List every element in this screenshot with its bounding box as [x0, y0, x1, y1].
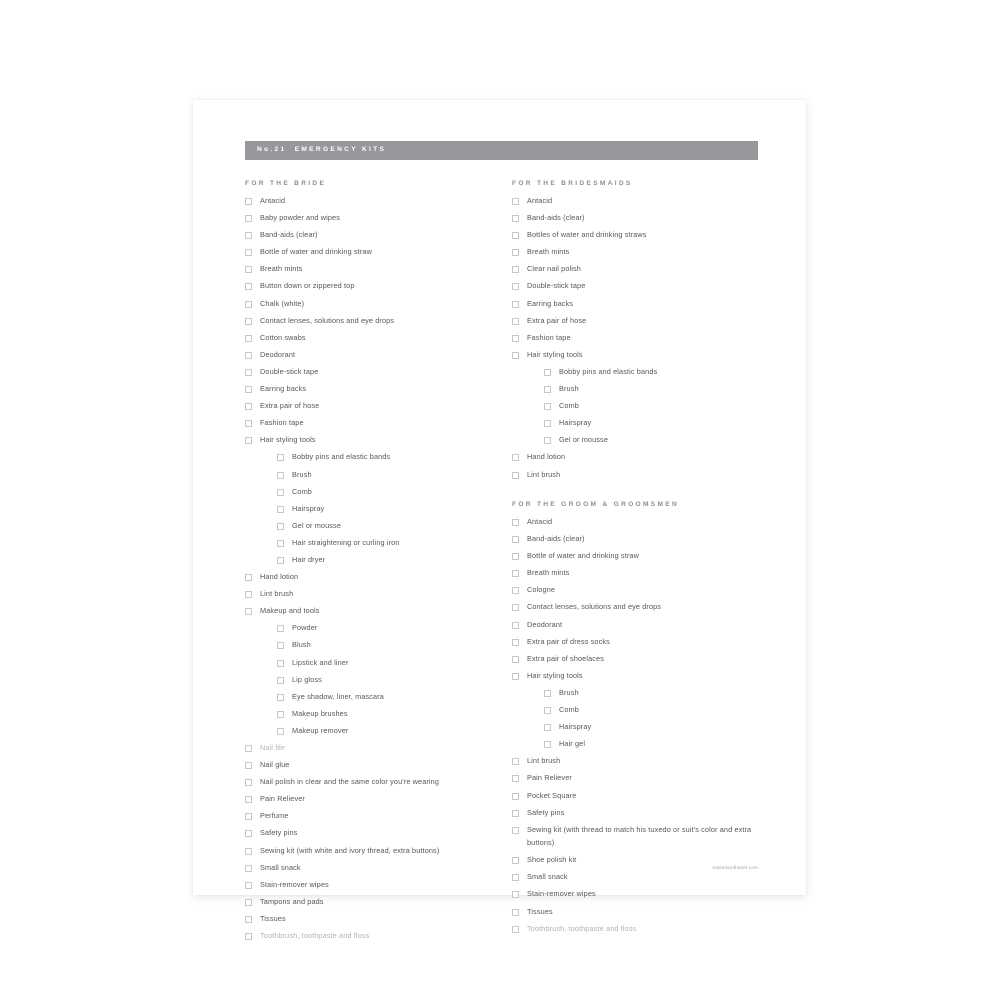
checklist-row[interactable]: [512, 300, 777, 311]
checkbox-icon[interactable]: [544, 386, 551, 393]
checkbox-icon[interactable]: [277, 472, 284, 479]
checkbox-icon[interactable]: [512, 604, 519, 611]
checklist-item-label: Chalk (white): [260, 298, 305, 308]
checklist-item-label: Bottle of water and drinking straw: [260, 247, 372, 257]
checkbox-icon[interactable]: [544, 437, 551, 444]
checklist-item-label: Double-stick tape: [260, 366, 319, 376]
checkbox-icon[interactable]: [512, 266, 519, 273]
checkbox-icon[interactable]: [245, 386, 252, 393]
checkbox-icon[interactable]: [512, 587, 519, 594]
checklist-item-label: Hair gel: [559, 739, 586, 749]
checkbox-icon[interactable]: [512, 215, 519, 222]
checkbox-icon[interactable]: [512, 198, 519, 205]
checkbox-icon[interactable]: [245, 266, 252, 273]
checklist-item-label: Lint brush: [527, 469, 561, 479]
checkbox-icon[interactable]: [512, 775, 519, 782]
checklist-row[interactable]: [512, 890, 777, 901]
checklist-item-label: Shoe polish kit: [527, 855, 577, 865]
checkbox-icon[interactable]: [245, 933, 252, 940]
checklist-row[interactable]: [245, 932, 510, 943]
checkbox-icon[interactable]: [245, 608, 252, 615]
checklist-item-label: Brush: [292, 469, 312, 479]
checklist-row[interactable]: [512, 826, 777, 850]
checklist-row[interactable]: [245, 522, 510, 533]
checklist-row[interactable]: [245, 248, 510, 259]
checklist-row[interactable]: [245, 419, 510, 430]
checklist-row[interactable]: [512, 655, 777, 666]
checklist-item-label: Comb: [559, 401, 579, 411]
checklist-row[interactable]: [512, 774, 777, 785]
checklist-row[interactable]: [245, 812, 510, 823]
checkbox-icon[interactable]: [277, 711, 284, 718]
document-title-bar: [245, 141, 758, 160]
checklist-row[interactable]: [245, 402, 510, 413]
checkbox-icon[interactable]: [512, 519, 519, 526]
checklist-item-label: Cotton swabs: [260, 332, 306, 342]
checklist-row[interactable]: [512, 453, 777, 464]
checkbox-icon[interactable]: [512, 758, 519, 765]
section-title-bride: FOR THE BRIDE: [245, 180, 327, 187]
checklist-row[interactable]: [512, 248, 777, 259]
checklist-row[interactable]: [245, 488, 510, 499]
checklist-item-label: Cologne: [527, 585, 556, 595]
checklist-item-label: Powder: [292, 623, 318, 633]
checklist-section-bride: [245, 180, 510, 943]
checklist-item-label: Pain Reliever: [527, 773, 572, 783]
checklist-row[interactable]: [512, 214, 777, 225]
checklist-item-label: Tissues: [260, 913, 286, 923]
checklist-row[interactable]: [512, 368, 777, 379]
checkbox-icon[interactable]: [512, 352, 519, 359]
checklist-row[interactable]: [245, 710, 510, 721]
checkbox-icon[interactable]: [512, 536, 519, 543]
checklist-item-label: Deodorant: [260, 349, 296, 359]
checklist-item-label: Extra pair of hose: [260, 401, 320, 411]
checklist-item-label: Small snack: [527, 872, 568, 882]
checkbox-icon[interactable]: [277, 677, 284, 684]
checklist-sheet: [193, 100, 806, 941]
checklist-row[interactable]: [245, 282, 510, 293]
checkbox-icon[interactable]: [544, 369, 551, 376]
checklist-item-label: Breath mints: [527, 247, 570, 257]
checklist-row[interactable]: [245, 641, 510, 652]
checklist-row[interactable]: [512, 569, 777, 580]
checkbox-icon[interactable]: [277, 660, 284, 667]
checkbox-icon[interactable]: [512, 926, 519, 933]
checklist-item-label: Hairspray: [559, 418, 592, 428]
checklist-item-label: Extra pair of hose: [527, 315, 587, 325]
checkbox-icon[interactable]: [512, 909, 519, 916]
checklist-row[interactable]: [245, 505, 510, 516]
checkbox-icon[interactable]: [512, 891, 519, 898]
checklist-row[interactable]: [245, 847, 510, 858]
checklist-item-label: Makeup and tools: [260, 606, 320, 616]
checkbox-icon[interactable]: [245, 335, 252, 342]
checkbox-icon[interactable]: [512, 827, 519, 834]
checklist-item-label: Extra pair of shoelaces: [527, 653, 604, 663]
checkbox-icon[interactable]: [277, 642, 284, 649]
checklist-row[interactable]: [245, 607, 510, 618]
checklist-row[interactable]: [245, 693, 510, 704]
section-title-groom: FOR THE GROOM & GROOMSMEN: [512, 501, 680, 508]
checklist-row[interactable]: [512, 518, 777, 529]
checklist-item-label: Hair styling tools: [527, 349, 583, 359]
checklist-item-label: Bobby pins and elastic bands: [292, 452, 391, 462]
checkbox-icon[interactable]: [277, 728, 284, 735]
checklist-item-label: Hair styling tools: [527, 670, 583, 680]
checkbox-icon[interactable]: [544, 690, 551, 697]
checklist-item-label: Clear nail polish: [527, 264, 581, 274]
checklist-item-label: Stain-remover wipes: [260, 879, 329, 889]
checklist-item-label: Makeup brushes: [292, 708, 348, 718]
checklist-item-label: Lint brush: [527, 756, 561, 766]
checklist-item-label: Bobby pins and elastic bands: [559, 366, 658, 376]
checklist-row[interactable]: [245, 368, 510, 379]
checklist-row[interactable]: [245, 898, 510, 909]
checkbox-icon[interactable]: [245, 232, 252, 239]
checklist-row[interactable]: [245, 624, 510, 635]
checkbox-icon[interactable]: [544, 741, 551, 748]
checklist-item-label: Brush: [559, 384, 579, 394]
checklist-item-label: Gel or mousse: [559, 435, 609, 445]
checklist-item-label: Band-aids (clear): [260, 230, 318, 240]
checkbox-icon[interactable]: [245, 848, 252, 855]
checkbox-icon[interactable]: [544, 420, 551, 427]
checkbox-icon[interactable]: [277, 540, 284, 547]
checklist-item-label: Lipstick and liner: [292, 657, 349, 667]
checklist-item-label: Sewing kit (with white and ivory thread, extra buttons): [260, 845, 440, 855]
checklist-row[interactable]: [245, 744, 510, 755]
checkbox-icon[interactable]: [512, 673, 519, 680]
checklist-item-label: Fashion tape: [527, 332, 571, 342]
checklist-item-label: Stain-remover wipes: [527, 889, 596, 899]
column-right: [512, 180, 777, 942]
checklist-item-label: Extra pair of dress socks: [527, 636, 610, 646]
checklist-item-label: Toothbrush, toothpaste and floss: [260, 931, 370, 941]
checklist-item-label: Pain Reliever: [260, 794, 305, 804]
checklist-item-label: Hand lotion: [527, 452, 566, 462]
checklist-row[interactable]: [245, 556, 510, 567]
checkbox-icon[interactable]: [245, 437, 252, 444]
checklist-item-label: Breath mints: [260, 264, 303, 274]
checklist-item-label: Button down or zippered top: [260, 281, 355, 291]
checklist-row[interactable]: [245, 539, 510, 550]
checklist-row[interactable]: [512, 334, 777, 345]
checklist-row[interactable]: [512, 436, 777, 447]
checklist-item-label: Safety pins: [260, 828, 298, 838]
checklist-item-label: Sewing kit (with thread to match his tuxedo or suit's color and extra buttons): [527, 824, 752, 848]
checkbox-icon[interactable]: [245, 830, 252, 837]
checkbox-icon[interactable]: [544, 403, 551, 410]
checkbox-icon[interactable]: [512, 454, 519, 461]
checklist-row[interactable]: [512, 757, 777, 768]
checklist-item-label: Fashion tape: [260, 418, 304, 428]
checklist-row[interactable]: [512, 197, 777, 208]
checklist-row[interactable]: [245, 231, 510, 242]
checklist-item-label: Small snack: [260, 862, 301, 872]
checklist-item-label: Lint brush: [260, 589, 294, 599]
checkbox-icon[interactable]: [512, 874, 519, 881]
checklist-row[interactable]: [512, 740, 777, 751]
checkbox-icon[interactable]: [245, 813, 252, 820]
page-title: [257, 146, 386, 153]
checklist-item-label: Perfume: [260, 811, 289, 821]
checkbox-icon[interactable]: [277, 523, 284, 530]
checkbox-icon[interactable]: [544, 707, 551, 714]
checklist-item-label: Nail file: [260, 743, 286, 752]
checklist-item-label: Bottle of water and drinking straw: [527, 551, 639, 561]
checklist-row[interactable]: [245, 453, 510, 464]
checkbox-icon[interactable]: [245, 420, 252, 427]
checklist-row[interactable]: [512, 231, 777, 242]
checklist-row[interactable]: [245, 265, 510, 276]
checklist-row[interactable]: [512, 471, 777, 482]
checklist-row[interactable]: [512, 402, 777, 413]
checkbox-icon[interactable]: [277, 489, 284, 496]
checklist-row[interactable]: [245, 351, 510, 362]
checklist-row[interactable]: [245, 778, 510, 789]
checkbox-icon[interactable]: [245, 249, 252, 256]
checkbox-icon[interactable]: [512, 249, 519, 256]
checklist-item-label: Hand lotion: [260, 572, 299, 582]
checklist-row[interactable]: [512, 925, 777, 936]
title-text: EMERGENCY KITS: [294, 146, 387, 153]
checklist-item-label: Hairspray: [559, 722, 592, 732]
checkbox-icon[interactable]: [245, 318, 252, 325]
checklist-row[interactable]: [245, 761, 510, 772]
checklist-row[interactable]: [245, 881, 510, 892]
checkbox-icon[interactable]: [512, 301, 519, 308]
checklist-row[interactable]: [245, 829, 510, 840]
checklist-section-groom: [512, 501, 777, 935]
checklist-item-label: Hair dryer: [292, 554, 326, 564]
checkbox-icon[interactable]: [512, 335, 519, 342]
checkbox-icon[interactable]: [512, 639, 519, 646]
checkbox-icon[interactable]: [277, 625, 284, 632]
title-number: No.21: [257, 146, 287, 153]
checklist-item-label: Earring backs: [260, 384, 307, 394]
checkbox-icon[interactable]: [277, 506, 284, 513]
checklist-row[interactable]: [245, 436, 510, 447]
checkbox-icon[interactable]: [277, 557, 284, 564]
checkbox-icon[interactable]: [512, 810, 519, 817]
checklist-item-label: Eye shadow, liner, mascara: [292, 691, 384, 701]
checklist-item-label: Antacid: [260, 196, 286, 205]
checklist-row[interactable]: [512, 535, 777, 546]
checklist-item-label: Safety pins: [527, 807, 565, 817]
checklist-item-label: Lip gloss: [292, 674, 322, 684]
checklist-row[interactable]: [512, 351, 777, 362]
checklist-item-label: Band-aids (clear): [527, 213, 585, 223]
checkbox-icon[interactable]: [245, 916, 252, 923]
checklist-row[interactable]: [245, 915, 510, 926]
checkbox-icon[interactable]: [245, 215, 252, 222]
checklist-item-label: Bottles of water and drinking straws: [527, 230, 647, 240]
checklist-item-label: Comb: [559, 705, 579, 715]
checklist-item-label: Antacid: [527, 196, 553, 205]
checklist-row[interactable]: [245, 214, 510, 225]
checklist-item-label: Nail glue: [260, 760, 290, 770]
checklist-row[interactable]: [512, 603, 777, 614]
checklist-item-label: Hair straightening or curling iron: [292, 537, 400, 547]
checklist-item-label: Breath mints: [527, 568, 570, 578]
checklist-item-label: Blush: [292, 640, 311, 650]
checklist-row[interactable]: [245, 471, 510, 482]
checklist-item-label: Antacid: [527, 517, 553, 526]
checklist-row[interactable]: [245, 385, 510, 396]
footer-credit: russellandhazel.com: [712, 865, 758, 870]
checklist-item-label: Tissues: [527, 906, 553, 916]
checkbox-icon[interactable]: [245, 899, 252, 906]
checkbox-icon[interactable]: [245, 762, 252, 769]
checklist-item-label: Gel or mousse: [292, 520, 342, 530]
checklist-row[interactable]: [245, 197, 510, 208]
checkbox-icon[interactable]: [512, 622, 519, 629]
checklist-row[interactable]: [512, 317, 777, 328]
checklist-row[interactable]: [512, 706, 777, 717]
checkbox-icon[interactable]: [245, 403, 252, 410]
checklist-row[interactable]: [512, 792, 777, 803]
checklist-row[interactable]: [512, 873, 777, 884]
checkbox-icon[interactable]: [245, 882, 252, 889]
checkbox-icon[interactable]: [245, 369, 252, 376]
checkbox-icon[interactable]: [277, 694, 284, 701]
checklist-row[interactable]: [512, 723, 777, 734]
checkbox-icon[interactable]: [245, 574, 252, 581]
checklist-item-label: Nail polish in clear and the same color you're wearing: [260, 777, 440, 787]
checkbox-icon[interactable]: [277, 454, 284, 461]
checklist-row[interactable]: [512, 419, 777, 430]
checklist-item-label: Tampons and pads: [260, 896, 324, 906]
checklist-item-label: Hairspray: [292, 503, 325, 513]
checklist-row[interactable]: [245, 317, 510, 328]
checklist-row[interactable]: [245, 727, 510, 738]
checklist-row[interactable]: [512, 586, 777, 597]
checkbox-icon[interactable]: [245, 198, 252, 205]
checklist-item-label: Comb: [292, 486, 312, 496]
checklist-row[interactable]: [245, 573, 510, 584]
section-title-bridesmaids: FOR THE BRIDESMAIDS: [512, 180, 633, 187]
checkbox-icon[interactable]: [512, 793, 519, 800]
checklist-row[interactable]: [512, 908, 777, 919]
checklist-item-label: Makeup remover: [292, 725, 349, 735]
checklist-row[interactable]: [512, 672, 777, 683]
checkbox-icon[interactable]: [245, 283, 252, 290]
checklist-item-label: Band-aids (clear): [527, 534, 585, 544]
checkbox-icon[interactable]: [245, 352, 252, 359]
checklist-row[interactable]: [245, 659, 510, 670]
checkbox-icon[interactable]: [245, 779, 252, 786]
checkbox-icon[interactable]: [512, 232, 519, 239]
checklist-row[interactable]: [512, 809, 777, 820]
checklist-item-label: Contact lenses, solutions and eye drops: [527, 602, 662, 612]
checklist-row[interactable]: [245, 795, 510, 806]
checklist-item-label: Toothbrush, toothpaste and floss: [527, 923, 637, 933]
checklist-row[interactable]: [245, 676, 510, 687]
checklist-row[interactable]: [245, 334, 510, 345]
checkbox-icon[interactable]: [512, 553, 519, 560]
checklist-item-label: Double-stick tape: [527, 281, 586, 291]
checklist-item-label: Brush: [559, 687, 579, 697]
checkbox-icon[interactable]: [512, 857, 519, 864]
checkbox-icon[interactable]: [512, 656, 519, 663]
checklist-item-label: Contact lenses, solutions and eye drops: [260, 315, 395, 325]
column-left: [245, 180, 510, 949]
checkbox-icon[interactable]: [544, 724, 551, 731]
checklist-row[interactable]: [245, 300, 510, 311]
checkbox-icon[interactable]: [512, 570, 519, 577]
checklist-row[interactable]: [245, 590, 510, 601]
checklist-row[interactable]: [512, 621, 777, 632]
checkbox-icon[interactable]: [512, 318, 519, 325]
checklist-item-label: Hair styling tools: [260, 435, 316, 445]
checkbox-icon[interactable]: [245, 301, 252, 308]
checklist-item-label: Baby powder and wipes: [260, 213, 340, 223]
checkbox-icon[interactable]: [245, 796, 252, 803]
checklist-row[interactable]: [512, 552, 777, 563]
checklist-item-label: Earring backs: [527, 298, 574, 308]
checklist-row[interactable]: [512, 282, 777, 293]
checkbox-icon[interactable]: [512, 283, 519, 290]
checklist-item-label: Pocket Square: [527, 790, 577, 800]
checklist-row[interactable]: [512, 385, 777, 396]
checkbox-icon[interactable]: [245, 591, 252, 598]
checklist-item-label: Deodorant: [527, 619, 563, 629]
checkbox-icon[interactable]: [245, 745, 252, 752]
checklist-section-bridesmaids: [512, 180, 777, 481]
checklist-row[interactable]: [512, 265, 777, 276]
checklist-row[interactable]: [512, 689, 777, 700]
checklist-row[interactable]: [512, 638, 777, 649]
checkbox-icon[interactable]: [512, 472, 519, 479]
